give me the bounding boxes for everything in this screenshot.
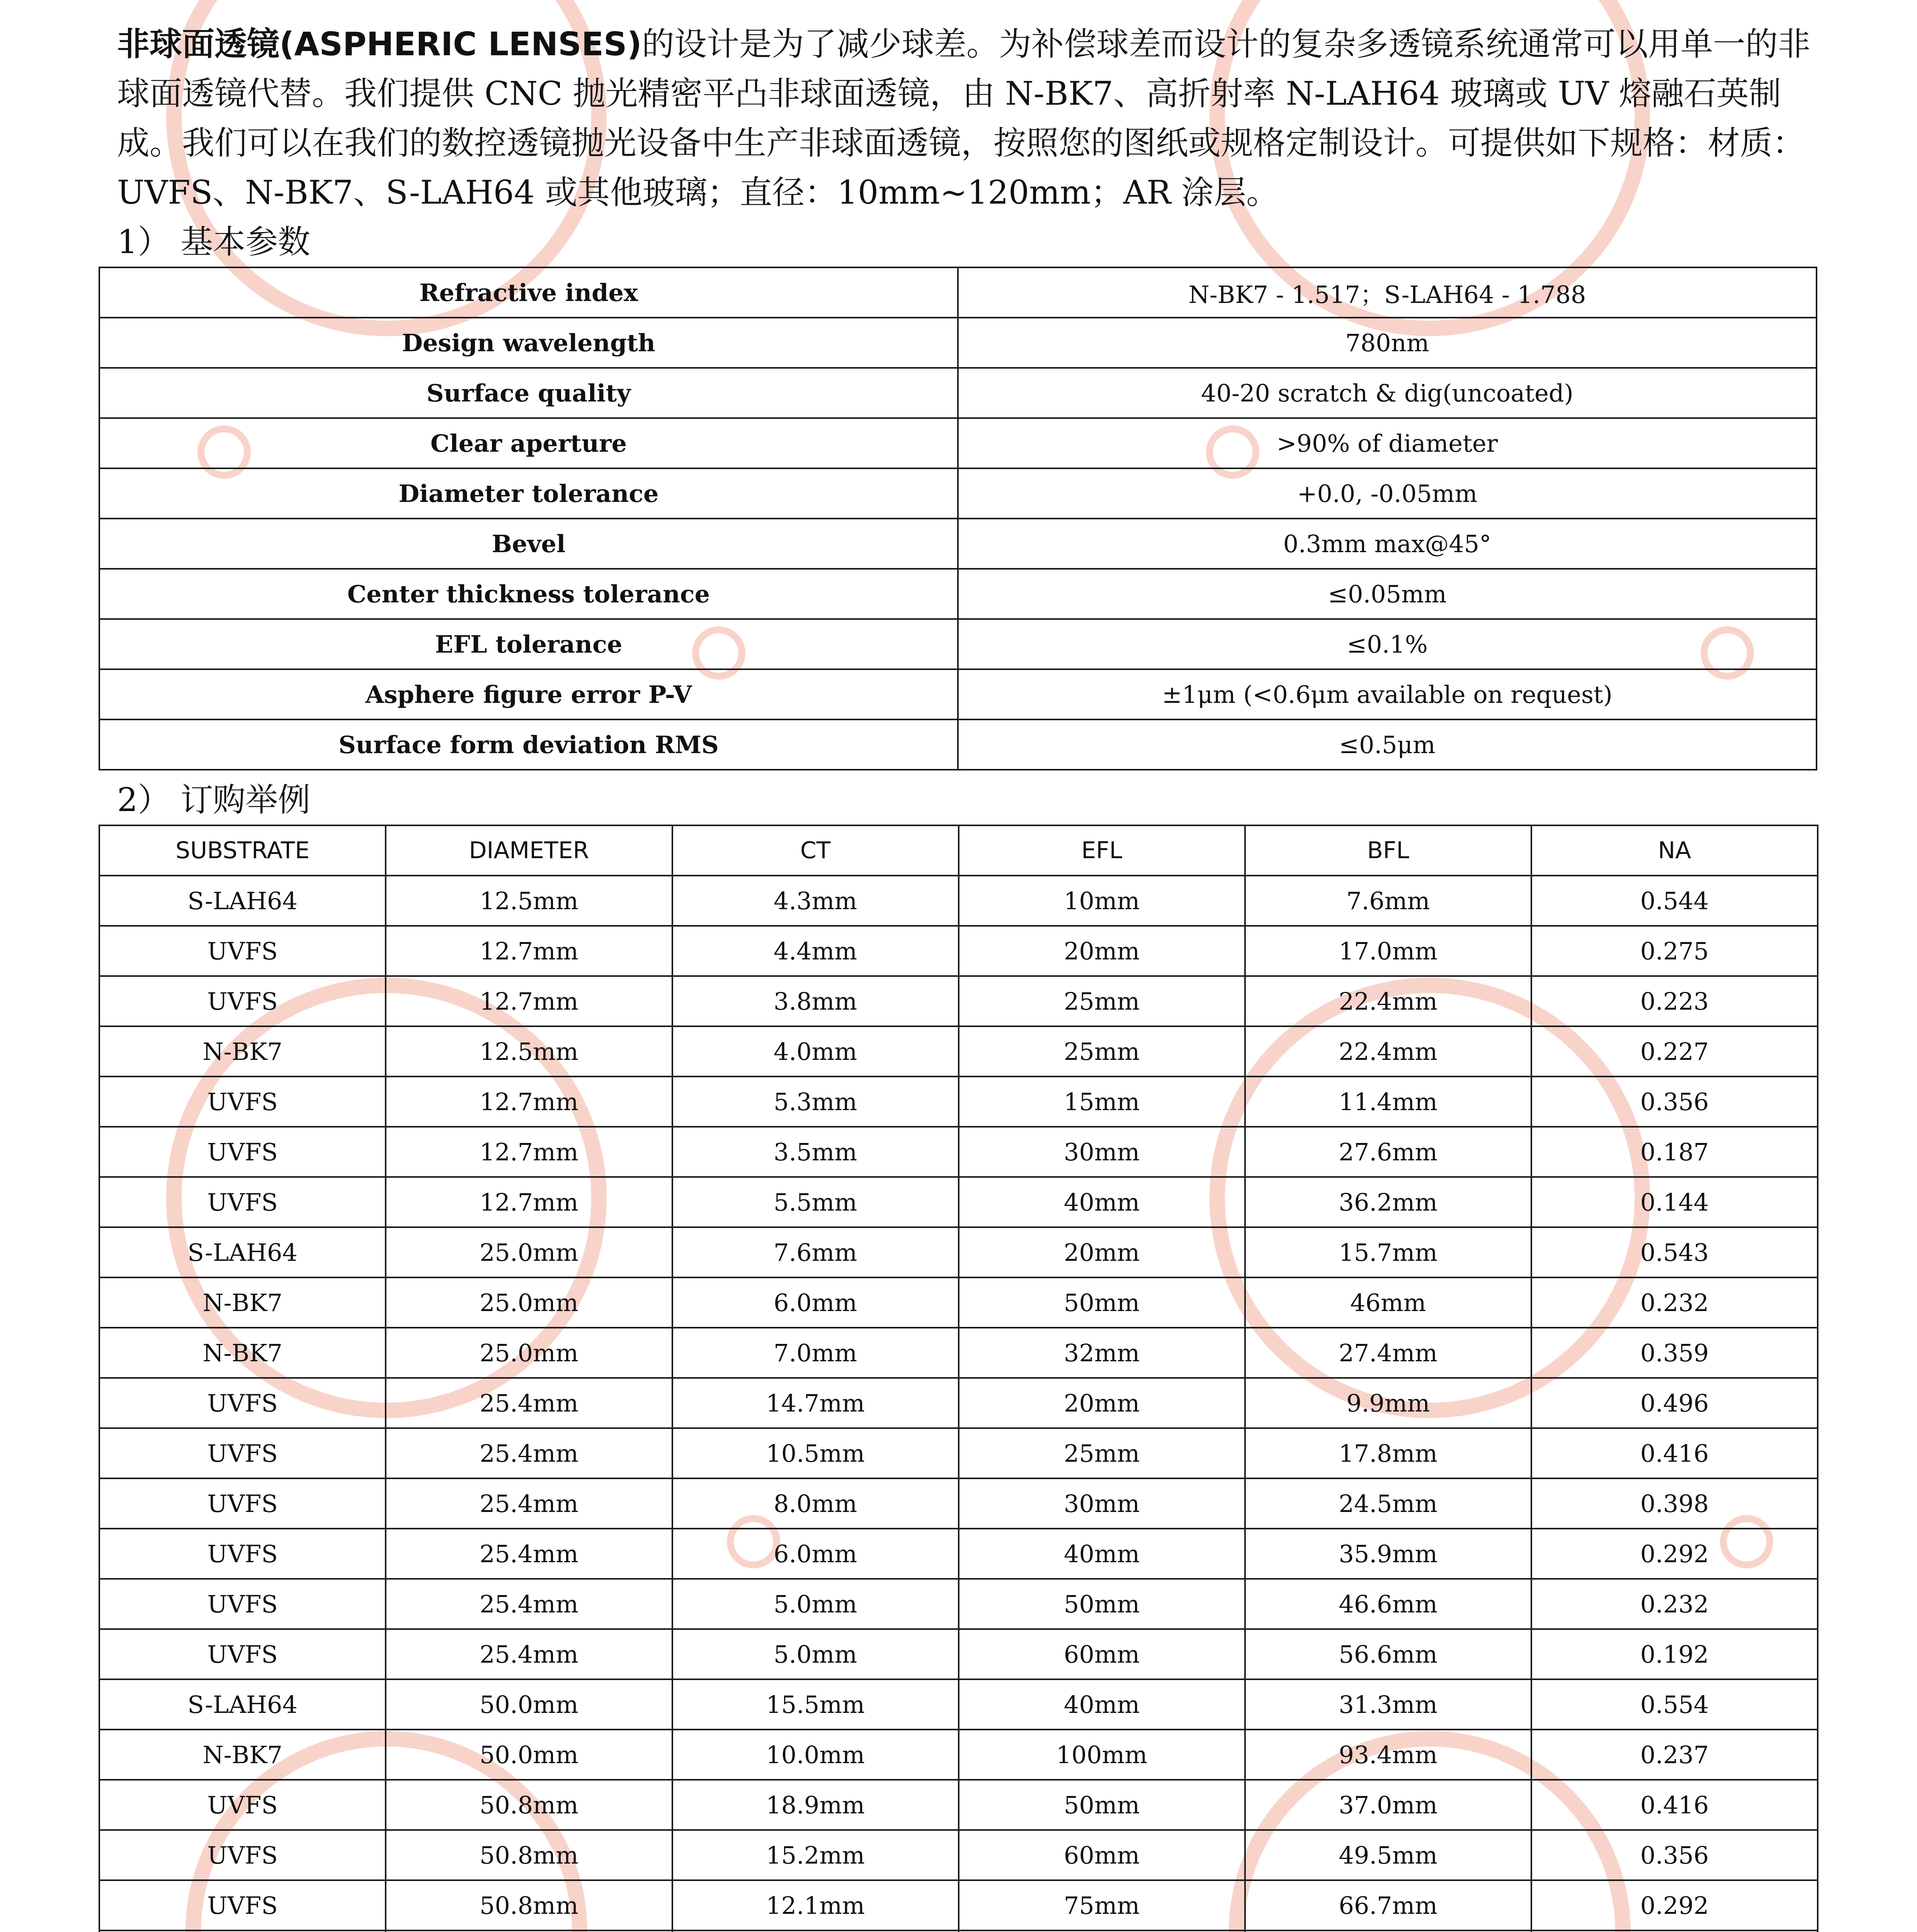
- table-cell: S-LAH64: [99, 876, 386, 926]
- table-cell: 7.6mm: [672, 1227, 959, 1277]
- param-label-text: Clear aperture: [430, 429, 627, 457]
- table-cell: 9.9mm: [1245, 1378, 1531, 1428]
- table-cell: 22.4mm: [1245, 1026, 1531, 1077]
- table-cell: 50mm: [959, 1579, 1245, 1629]
- table-cell: 14.7mm: [672, 1378, 959, 1428]
- table-cell: 12.7mm: [386, 1077, 672, 1127]
- table-cell: UVFS: [99, 1629, 386, 1679]
- param-label-text: Bevel: [492, 529, 566, 558]
- table-cell: 10.5mm: [672, 1428, 959, 1478]
- table-cell: 15.2mm: [672, 1830, 959, 1880]
- table-cell: 25.0mm: [386, 1328, 672, 1378]
- table-cell: 25.4mm: [386, 1478, 672, 1529]
- table-row: [99, 1830, 1818, 1880]
- table-cell: 3.5mm: [672, 1127, 959, 1177]
- table-cell: 10mm: [959, 876, 1245, 926]
- param-label: [99, 619, 958, 669]
- table-cell: UVFS: [99, 926, 386, 976]
- table-cell: 0.292: [1531, 1529, 1818, 1579]
- param-label-text: Asphere figure error P-V: [365, 680, 692, 709]
- table-row: [99, 1127, 1818, 1177]
- table-cell: 0.356: [1531, 1830, 1818, 1880]
- column-header-na: NA: [1531, 825, 1818, 876]
- param-label-text: Refractive index: [419, 278, 638, 307]
- table-cell: 20mm: [959, 1227, 1245, 1277]
- table-cell: 32mm: [959, 1328, 1245, 1378]
- table-cell: 25.4mm: [386, 1378, 672, 1428]
- param-label: [99, 519, 958, 569]
- table-cell: 12.7mm: [386, 1177, 672, 1227]
- table-row: [99, 1177, 1818, 1227]
- table-row: [99, 1930, 1818, 1932]
- table-cell: 60mm: [959, 1830, 1245, 1880]
- table-cell: 12.7mm: [386, 926, 672, 976]
- table-cell: UVFS: [99, 976, 386, 1026]
- param-label: [99, 569, 958, 619]
- table-row: [99, 1026, 1818, 1077]
- table-cell: 11.4mm: [1245, 1077, 1531, 1127]
- param-label-text: Surface quality: [426, 379, 631, 407]
- table-cell: [1245, 1930, 1531, 1932]
- table-cell: 25mm: [959, 976, 1245, 1026]
- table-cell: 5.0mm: [672, 1629, 959, 1679]
- table-cell: 20mm: [959, 1378, 1245, 1428]
- table-cell: 12.1mm: [672, 1880, 959, 1930]
- table-row: [99, 876, 1818, 926]
- param-value: +0.0, -0.05mm: [958, 468, 1817, 519]
- table-row: [99, 1629, 1818, 1679]
- table-cell: UVFS: [99, 1077, 386, 1127]
- table-cell: 0.187: [1531, 1127, 1818, 1177]
- table-row: [99, 719, 1817, 770]
- table-row: [99, 519, 1817, 569]
- table-cell: 5.3mm: [672, 1077, 959, 1127]
- table-cell: 0.356: [1531, 1077, 1818, 1127]
- table-row: [99, 1529, 1818, 1579]
- table-cell: 30mm: [959, 1127, 1245, 1177]
- table-cell: 35.9mm: [1245, 1529, 1531, 1579]
- param-label: [99, 719, 958, 770]
- table-cell: 24.5mm: [1245, 1478, 1531, 1529]
- table-cell: 17.0mm: [1245, 926, 1531, 976]
- table-cell: 4.3mm: [672, 876, 959, 926]
- table-cell: 4.0mm: [672, 1026, 959, 1077]
- table-cell: 7.0mm: [672, 1328, 959, 1378]
- column-header-efl: EFL: [959, 825, 1245, 876]
- intro-paragraph: [117, 19, 1817, 217]
- table-row: [99, 267, 1817, 318]
- table-cell: 50.8mm: [386, 1830, 672, 1880]
- table-row: [99, 619, 1817, 669]
- table-row: [99, 569, 1817, 619]
- table-cell: 7.6mm: [1245, 876, 1531, 926]
- column-header-substrate: SUBSTRATE: [99, 825, 386, 876]
- param-value: 0.3mm max@45°: [958, 519, 1817, 569]
- table-cell: [99, 1930, 386, 1932]
- table-cell: 18.9mm: [672, 1780, 959, 1830]
- param-label-text: Design wavelength: [402, 328, 655, 357]
- table-header-row: [99, 825, 1818, 876]
- table-cell: UVFS: [99, 1428, 386, 1478]
- table-cell: N-BK7: [99, 1730, 386, 1780]
- section-basic-params-title: 1） 基本参数: [117, 223, 311, 261]
- param-value: ≤0.05mm: [958, 569, 1817, 619]
- table-cell: 46mm: [1245, 1277, 1531, 1328]
- basic-params-table: [99, 267, 1817, 770]
- table-cell: 0.292: [1531, 1880, 1818, 1930]
- table-cell: 46.6mm: [1245, 1579, 1531, 1629]
- param-label-text: EFL tolerance: [435, 630, 623, 658]
- table-row: [99, 1277, 1818, 1328]
- table-cell: 15.5mm: [672, 1679, 959, 1730]
- table-cell: 0.543: [1531, 1227, 1818, 1277]
- table-cell: [386, 1930, 672, 1932]
- table-row: [99, 1679, 1818, 1730]
- table-cell: S-LAH64: [99, 1227, 386, 1277]
- table-cell: 31.3mm: [1245, 1679, 1531, 1730]
- table-cell: 30mm: [959, 1478, 1245, 1529]
- table-cell: N-BK7: [99, 1026, 386, 1077]
- table-cell: [672, 1930, 959, 1932]
- table-cell: [959, 1930, 1245, 1932]
- table-row: [99, 1328, 1818, 1378]
- param-value: 780nm: [958, 318, 1817, 368]
- table-cell: 50.0mm: [386, 1730, 672, 1780]
- table-row: [99, 1579, 1818, 1629]
- column-header-bfl: BFL: [1245, 825, 1531, 876]
- table-cell: 25mm: [959, 1428, 1245, 1478]
- table-cell: UVFS: [99, 1579, 386, 1629]
- table-cell: 25.4mm: [386, 1579, 672, 1629]
- param-label: [99, 368, 958, 418]
- table-cell: 36.2mm: [1245, 1177, 1531, 1227]
- param-label: [99, 318, 958, 368]
- table-row: [99, 368, 1817, 418]
- table-cell: 25.4mm: [386, 1428, 672, 1478]
- table-cell: 27.4mm: [1245, 1328, 1531, 1378]
- table-cell: S-LAH64: [99, 1679, 386, 1730]
- table-cell: 4.4mm: [672, 926, 959, 976]
- table-cell: 10.0mm: [672, 1730, 959, 1780]
- table-cell: 27.6mm: [1245, 1127, 1531, 1177]
- param-label-text: Surface form deviation RMS: [338, 730, 719, 759]
- table-cell: 0.359: [1531, 1328, 1818, 1378]
- table-row: [99, 1378, 1818, 1428]
- table-row: [99, 1428, 1818, 1478]
- table-row: [99, 1227, 1818, 1277]
- table-cell: 0.144: [1531, 1177, 1818, 1227]
- table-cell: UVFS: [99, 1177, 386, 1227]
- param-label: [99, 669, 958, 719]
- table-cell: 3.8mm: [672, 976, 959, 1026]
- table-cell: 6.0mm: [672, 1529, 959, 1579]
- order-examples-table: [99, 825, 1818, 1932]
- param-label-text: Center thickness tolerance: [347, 580, 710, 608]
- table-cell: 0.398: [1531, 1478, 1818, 1529]
- table-cell: 40mm: [959, 1679, 1245, 1730]
- table-row: [99, 976, 1818, 1026]
- param-label: [99, 418, 958, 468]
- param-value: >90% of diameter: [958, 418, 1817, 468]
- param-value: ±1μm (<0.6μm available on request): [958, 669, 1817, 719]
- table-cell: 100mm: [959, 1730, 1245, 1780]
- table-cell: 20mm: [959, 926, 1245, 976]
- param-label: [99, 267, 958, 318]
- table-cell: 0.232: [1531, 1579, 1818, 1629]
- table-row: [99, 669, 1817, 719]
- table-cell: 12.5mm: [386, 876, 672, 926]
- table-cell: 75mm: [959, 1880, 1245, 1930]
- table-cell: UVFS: [99, 1780, 386, 1830]
- param-value: N-BK7 - 1.517；S-LAH64 - 1.788: [958, 267, 1817, 318]
- table-cell: [1531, 1930, 1818, 1932]
- table-row: [99, 1780, 1818, 1830]
- table-cell: 15.7mm: [1245, 1227, 1531, 1277]
- table-cell: 0.232: [1531, 1277, 1818, 1328]
- table-cell: N-BK7: [99, 1277, 386, 1328]
- intro-text: 的设计是为了减少球差。为补偿球差而设计的复杂多透镜系统通常可以用单一的非球面透镜代替。我们提供 CNC 抛光精密平凸非球面透镜，由 N-BK7、高折射率 N-LAH64 玻璃或 UV 熔融石英制成。我们可以在我们的数控透镜抛光设备中生产非球面透镜，按照您的图纸或规格定制设计。可提供如下规格：材质：UVFS、N-BK7、S-LAH64 或其他玻璃；直径：10mm~120mm；AR 涂层。: [117, 25, 1810, 211]
- table-cell: UVFS: [99, 1830, 386, 1880]
- table-cell: 0.554: [1531, 1679, 1818, 1730]
- param-value: ≤0.1%: [958, 619, 1817, 669]
- table-cell: 25.4mm: [386, 1629, 672, 1679]
- table-cell: 12.7mm: [386, 1127, 672, 1177]
- table-cell: UVFS: [99, 1378, 386, 1428]
- table-cell: 15mm: [959, 1077, 1245, 1127]
- table-cell: 93.4mm: [1245, 1730, 1531, 1780]
- table-cell: 0.275: [1531, 926, 1818, 976]
- param-value: 40-20 scratch & dig(uncoated): [958, 368, 1817, 418]
- table-cell: 25.4mm: [386, 1529, 672, 1579]
- table-cell: 22.4mm: [1245, 976, 1531, 1026]
- table-row: [99, 468, 1817, 519]
- table-cell: 56.6mm: [1245, 1629, 1531, 1679]
- table-cell: 12.5mm: [386, 1026, 672, 1077]
- table-cell: 40mm: [959, 1529, 1245, 1579]
- table-cell: 50.8mm: [386, 1880, 672, 1930]
- table-row: [99, 318, 1817, 368]
- table-row: [99, 1880, 1818, 1930]
- table-cell: N-BK7: [99, 1328, 386, 1378]
- table-cell: 0.496: [1531, 1378, 1818, 1428]
- section-order-examples-title: 2） 订购举例: [117, 781, 311, 819]
- table-cell: 50.0mm: [386, 1679, 672, 1730]
- table-cell: 50mm: [959, 1780, 1245, 1830]
- column-header-diameter: DIAMETER: [386, 825, 672, 876]
- table-cell: 37.0mm: [1245, 1780, 1531, 1830]
- table-cell: 0.544: [1531, 876, 1818, 926]
- table-cell: 25mm: [959, 1026, 1245, 1077]
- table-cell: 0.192: [1531, 1629, 1818, 1679]
- table-cell: 0.416: [1531, 1780, 1818, 1830]
- table-row: [99, 418, 1817, 468]
- table-cell: 40mm: [959, 1177, 1245, 1227]
- table-cell: 25.0mm: [386, 1227, 672, 1277]
- table-cell: UVFS: [99, 1529, 386, 1579]
- table-cell: 8.0mm: [672, 1478, 959, 1529]
- table-cell: 60mm: [959, 1629, 1245, 1679]
- table-row: [99, 926, 1818, 976]
- table-cell: 5.5mm: [672, 1177, 959, 1227]
- table-cell: 0.416: [1531, 1428, 1818, 1478]
- table-cell: 50mm: [959, 1277, 1245, 1328]
- table-row: [99, 1478, 1818, 1529]
- table-cell: UVFS: [99, 1478, 386, 1529]
- table-cell: 0.227: [1531, 1026, 1818, 1077]
- table-cell: 50.8mm: [386, 1780, 672, 1830]
- table-cell: 12.7mm: [386, 976, 672, 1026]
- param-label: [99, 468, 958, 519]
- table-cell: 66.7mm: [1245, 1880, 1531, 1930]
- table-row: [99, 1730, 1818, 1780]
- intro-title: 非球面透镜(ASPHERIC LENSES): [117, 25, 642, 63]
- table-cell: 17.8mm: [1245, 1428, 1531, 1478]
- table-cell: 0.223: [1531, 976, 1818, 1026]
- table-cell: 6.0mm: [672, 1277, 959, 1328]
- table-row: [99, 1077, 1818, 1127]
- table-cell: 25.0mm: [386, 1277, 672, 1328]
- param-value: ≤0.5μm: [958, 719, 1817, 770]
- table-cell: UVFS: [99, 1127, 386, 1177]
- table-cell: 49.5mm: [1245, 1830, 1531, 1880]
- table-cell: 0.237: [1531, 1730, 1818, 1780]
- table-cell: 5.0mm: [672, 1579, 959, 1629]
- table-cell: UVFS: [99, 1880, 386, 1930]
- param-label-text: Diameter tolerance: [398, 479, 659, 508]
- column-header-ct: CT: [672, 825, 959, 876]
